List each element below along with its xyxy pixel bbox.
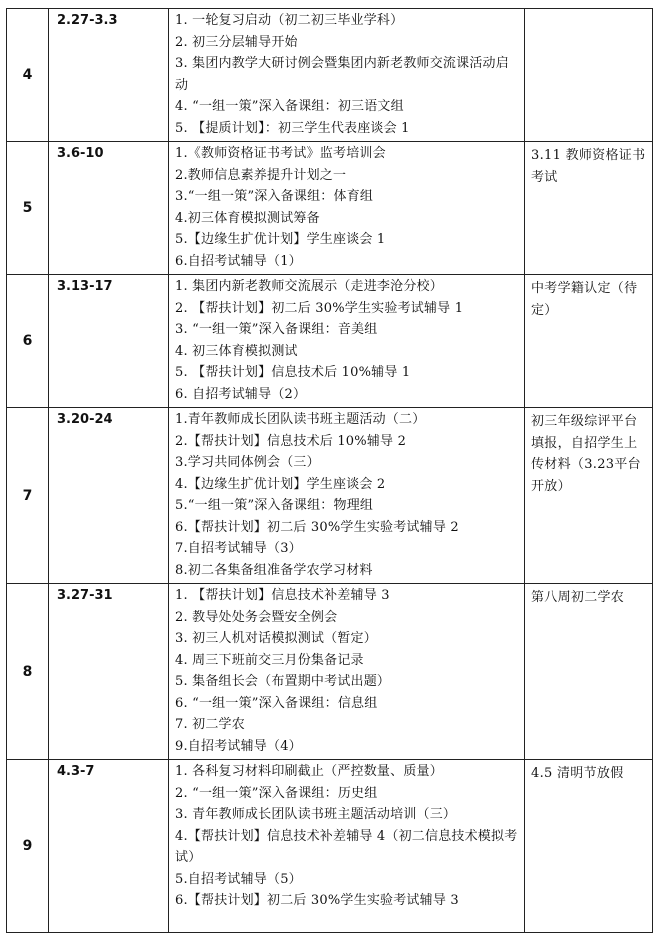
task-item: 4.【边缘生扩优计划】学生座谈会 2 (175, 476, 386, 492)
table-row (7, 760, 653, 933)
task-item: 6.【帮扶计划】初二后 30%学生实验考试辅导 2 (175, 519, 459, 535)
date-range: 3.27-31 (49, 584, 169, 760)
task-item: 1. 集团内新老教师交流展示（走进李沧分校） (175, 279, 443, 294)
note-text: 4.5 清明节放假 (531, 766, 624, 781)
task-item: 5.自招考试辅导（5） (175, 871, 302, 887)
schedule-table (6, 8, 653, 933)
task-item: 1.青年教师成长团队读书班主题活动（二） (175, 412, 426, 427)
task-item: 4.【帮扶计划】信息技术补差辅导 4（初二信息技术模拟考试） (175, 828, 518, 865)
task-item: 3. 集团内教学大研讨例会暨集团内新老教师交流课活动启动 (175, 56, 509, 93)
week-number: 6 (7, 275, 49, 408)
table-row (7, 408, 653, 584)
task-item: 6. 自招考试辅导（2） (175, 386, 307, 402)
table-row (7, 142, 653, 275)
task-item: 5.【边缘生扩优计划】学生座谈会 1 (175, 232, 386, 247)
task-item: 1. 【帮扶计划】信息技术补差辅导 3 (175, 588, 390, 603)
note-text: 初三年级综评平台填报，自招学生上传材料（3.23平台开放） (531, 414, 641, 494)
task-item: 4. “一组一策”深入备课组：初三语文组 (175, 99, 404, 114)
task-item: 6.自招考试辅导（1） (175, 253, 302, 269)
note-cell (525, 275, 653, 408)
task-item: 7. 初二学农 (175, 717, 245, 732)
week-number: 4 (7, 9, 49, 142)
date-range: 3.6-10 (49, 142, 169, 275)
task-item: 2. 【帮扶计划】初二后 30%学生实验考试辅导 1 (175, 300, 464, 316)
task-item: 3. “一组一策”深入备课组：音美组 (175, 322, 378, 337)
task-item: 1. 一轮复习启动（初二初三毕业学科） (175, 13, 404, 28)
task-list (169, 275, 525, 408)
task-item: 4.初三体育模拟测试筹备 (175, 210, 320, 226)
task-list (169, 584, 525, 760)
task-item: 3.学习共同体例会（三） (175, 455, 320, 470)
task-item: 5. 【帮扶计划】信息技术后 10%辅导 1 (175, 365, 411, 380)
table-row (7, 584, 653, 760)
task-item: 4. 周三下班前交三月份集备记录 (175, 652, 364, 668)
task-list (169, 142, 525, 275)
task-list (169, 760, 525, 933)
task-list (169, 9, 525, 142)
date-range: 2.27-3.3 (49, 9, 169, 142)
date-range: 3.13-17 (49, 275, 169, 408)
task-item: 7.自招考试辅导（3） (175, 541, 302, 556)
schedule-body (7, 9, 653, 933)
note-cell (525, 584, 653, 760)
note-cell (525, 9, 653, 142)
note-cell (525, 760, 653, 933)
task-item: 2. “一组一策”深入备课组：历史组 (175, 785, 378, 801)
week-number: 9 (7, 760, 49, 933)
task-item: 3.“一组一策”深入备课组：体育组 (175, 189, 374, 204)
task-item: 3. 青年教师成长团队读书班主题活动培训（三） (175, 807, 457, 822)
task-item: 6. “一组一策”深入备课组：信息组 (175, 695, 378, 711)
note-text: 3.11 教师资格证书考试 (531, 148, 646, 185)
task-item: 5. 【提质计划】：初三学生代表座谈会 1 (175, 120, 410, 136)
task-item: 2. 初三分层辅导开始 (175, 34, 298, 50)
date-range: 3.20-24 (49, 408, 169, 584)
task-item: 2.【帮扶计划】信息技术后 10%辅导 2 (175, 433, 407, 449)
note-cell (525, 408, 653, 584)
task-item: 2. 教导处处务会暨安全例会 (175, 609, 338, 625)
week-number: 5 (7, 142, 49, 275)
task-item: 1.《教师资格证书考试》监考培训会 (175, 146, 386, 161)
task-list (169, 408, 525, 584)
task-item: 3. 初三人机对话模拟测试（暂定） (175, 631, 377, 646)
table-row (7, 275, 653, 408)
task-item: 9.自招考试辅导（4） (175, 738, 302, 754)
task-item: 8.初二各集备组准备学农学习材料 (175, 562, 373, 578)
note-text: 第八周初二学农 (531, 590, 625, 605)
date-range: 4.3-7 (49, 760, 169, 933)
task-item: 4. 初三体育模拟测试 (175, 343, 298, 359)
note-text: 中考学籍认定（待定） (531, 281, 638, 318)
task-item: 2.教师信息素养提升计划之一 (175, 167, 347, 183)
task-item: 5.“一组一策”深入备课组：物理组 (175, 498, 374, 513)
task-item: 6.【帮扶计划】初二后 30%学生实验考试辅导 3 (175, 893, 459, 908)
note-cell (525, 142, 653, 275)
week-number: 8 (7, 584, 49, 760)
task-item: 1. 各科复习材料印刷截止（严控数量、质量） (175, 764, 443, 779)
table-row (7, 9, 653, 142)
week-number: 7 (7, 408, 49, 584)
task-item: 5. 集备组长会（布置期中考试出题） (175, 674, 391, 689)
